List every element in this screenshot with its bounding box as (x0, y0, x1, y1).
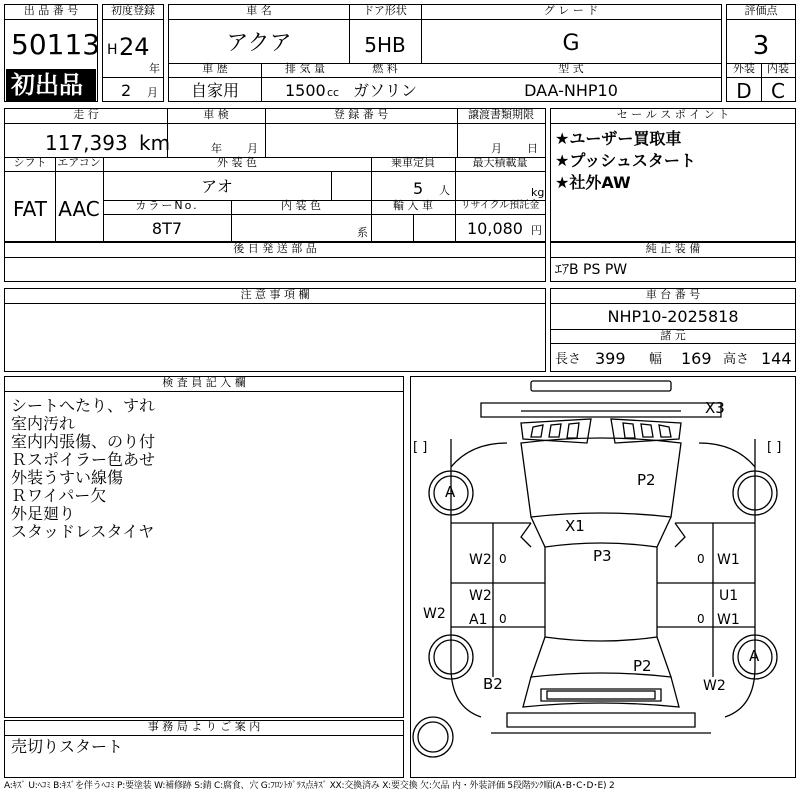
mark-b2: B2 (483, 675, 503, 693)
reg-year: 24 (119, 33, 150, 61)
inspector-line-3: 室内内張傷、のり付 (11, 432, 156, 451)
ext-grade: D (736, 79, 752, 103)
displacement: 1500 (285, 81, 326, 100)
car-name-label: 車 名 (169, 5, 349, 20)
inspector-line-8: スタッドレスタイヤ (11, 522, 155, 541)
capacity-label: 乗車定員 (371, 157, 455, 172)
mark-bracket-left: [ ] (413, 440, 428, 455)
mileage: 117,393 (45, 131, 128, 155)
month-unit: 月 (147, 86, 158, 99)
body-color: アオ (201, 177, 233, 196)
inspector-line-5: 外装うすい線傷 (11, 468, 124, 487)
inspector-line-4: Ｒスポイラー色あせ (11, 450, 156, 469)
score-box (726, 4, 796, 102)
mark-p2-rear: P2 (633, 657, 652, 675)
width-label: 幅 (649, 352, 663, 367)
score-label: 評価点 (727, 5, 795, 20)
inspection-month-unit: 月 (247, 142, 258, 155)
import-label: 輸 入 車 (371, 200, 455, 215)
car-outline-svg (411, 377, 795, 777)
sales-points-box (550, 108, 796, 242)
lot-number-label: 出 品 番 号 (5, 5, 97, 20)
displacement-label: 排 気 量 (261, 63, 349, 78)
dims-label: 諸 元 (551, 329, 795, 344)
model-label: 型 式 (421, 63, 721, 78)
grade-label: グ レ ー ド (421, 5, 721, 20)
door-type: 5HB (364, 33, 406, 57)
car-name: アクア (226, 31, 292, 56)
inspector-label: 検 査 員 記 入 欄 (5, 377, 403, 392)
office-label: 事 務 局 よ り ご 案 内 (5, 721, 403, 736)
fuel-label: 燃 料 (349, 63, 421, 78)
mark-a-left-front: A (445, 483, 456, 501)
office-box (4, 720, 404, 778)
mark-w2-left-door: W2 (469, 552, 492, 568)
capacity-unit: 人 (439, 184, 450, 197)
ac-label: エアコン (55, 157, 103, 172)
mark-a1: A1 (469, 612, 488, 628)
displacement-unit: cc (327, 86, 340, 99)
notes-label: 注 意 事 項 欄 (5, 289, 545, 304)
height: 144 (761, 349, 792, 368)
int-color-label: 内 装 色 (231, 200, 371, 215)
equipment-label: 純 正 装 備 (551, 243, 795, 258)
capacity: 5 (413, 179, 424, 198)
chassis-label: 車 台 番 号 (551, 289, 795, 304)
sales-point-2: ★プッシュスタート (555, 151, 696, 170)
inspector-line-1: シートへたり、すれ (11, 396, 156, 415)
mark-x3: X3 (705, 399, 725, 417)
sales-points-label: セ ー ル ス ポ イ ン ト (551, 109, 795, 124)
lot-box (4, 4, 101, 102)
history-label: 車 歴 (169, 63, 261, 78)
door-label: ドア形状 (349, 5, 421, 20)
model: DAA-NHP10 (524, 81, 618, 100)
inspector-line-7: 外足廻り (11, 504, 76, 523)
mark-w2-left-rear: W2 (469, 588, 492, 604)
spec-box (4, 108, 546, 242)
grade: G (562, 31, 580, 56)
mark-zero-right-2: 0 (697, 612, 705, 626)
ext-grade-label: 外装 (727, 63, 761, 78)
history: 自家用 (190, 81, 239, 100)
office-text: 売切りスタート (11, 737, 124, 756)
lot-number: 50113 (11, 28, 101, 61)
transfer-month-unit: 月 (491, 142, 502, 155)
reg-month: 2 (121, 81, 132, 100)
mark-a-right-rear: A (749, 647, 760, 665)
transfer-day-unit: 日 (527, 142, 538, 155)
mileage-unit: km (139, 131, 171, 155)
year-unit: 年 (149, 62, 160, 75)
car-name-box (168, 4, 722, 102)
first-listing-label: 初出品 (11, 71, 83, 99)
mark-zero-left: 0 (499, 552, 507, 566)
int-grade: C (771, 79, 785, 103)
damage-diagram (410, 376, 796, 778)
mark-w1-right-door: W1 (717, 552, 740, 568)
inspector-line-6: Ｒワイパー欠 (11, 486, 107, 505)
length-label: 長さ (555, 352, 582, 367)
reg-number-label: 登 録 番 号 (265, 109, 457, 124)
int-color-unit: 系 (357, 226, 368, 239)
inspector-line-2: 室内汚れ (11, 414, 76, 433)
mark-u1: U1 (719, 588, 739, 604)
recycle-fee: 10,080 (467, 219, 523, 238)
load-label: 最大積載量 (455, 157, 545, 172)
score: 3 (752, 31, 770, 61)
height-label: 高さ (723, 352, 750, 367)
color-number: 8T7 (151, 219, 183, 238)
later-parts-box (4, 242, 546, 282)
mark-zero-right: 0 (697, 552, 705, 566)
load-unit: kg (531, 186, 545, 199)
inspection-label: 車 検 (167, 109, 265, 124)
width: 169 (681, 349, 712, 368)
sales-point-1: ★ユーザー買取車 (555, 129, 682, 148)
int-grade-label: 内装 (761, 63, 795, 78)
transfer-label: 譲渡書類期限 (457, 109, 545, 124)
fuel: ガソリン (352, 81, 417, 100)
mark-bracket-right: [ ] (767, 440, 782, 455)
equipment: ｴｱB PS PW (555, 262, 628, 278)
color-label: 外 装 色 (103, 157, 371, 172)
mark-w1-right-rear: W1 (717, 612, 740, 628)
mark-p3: P3 (593, 547, 612, 565)
color-no-label: カラーNo. (103, 200, 231, 215)
mark-w2-side: W2 (423, 606, 446, 622)
shift-label: シフト (5, 157, 55, 172)
chassis-number: NHP10-2025818 (607, 307, 739, 326)
era: H (107, 42, 118, 58)
mark-x1: X1 (565, 517, 585, 535)
notes-box (4, 288, 546, 372)
mark-zero-left-2: 0 (499, 612, 507, 626)
equipment-box (550, 242, 796, 282)
mark-p2-front: P2 (637, 471, 656, 489)
first-reg-label: 初度登録 (103, 5, 163, 20)
recycle-unit: 円 (531, 224, 542, 237)
length: 399 (595, 349, 626, 368)
first-reg-box (102, 4, 164, 102)
inspector-box (4, 376, 404, 718)
inspection-year-unit: 年 (211, 142, 222, 155)
ac: AAC (58, 197, 100, 221)
sales-point-3: ★社外AW (555, 173, 631, 192)
mark-w2-rear-right: W2 (703, 678, 726, 694)
mileage-label: 走 行 (5, 109, 167, 124)
recycle-label: リサイクル預託金 (455, 200, 545, 215)
chassis-box (550, 288, 796, 372)
later-parts-label: 後 日 発 送 部 品 (5, 243, 545, 258)
shift: FAT (12, 197, 47, 221)
legend: A:ｷｽﾞ U:ﾍｺﾐ B:ｷｽﾞを伴うﾍｺﾐ P:要塗装 W:補修跡 S:錆 C:腐食、穴 G:ﾌﾛﾝﾄｶﾞﾗｽ点ｷｽﾞ XX:交換済み X:要交換 欠:欠品 内・外装評価 5段階ﾗﾝｸ順(A･B･C･D･E) 2 (4, 781, 615, 791)
